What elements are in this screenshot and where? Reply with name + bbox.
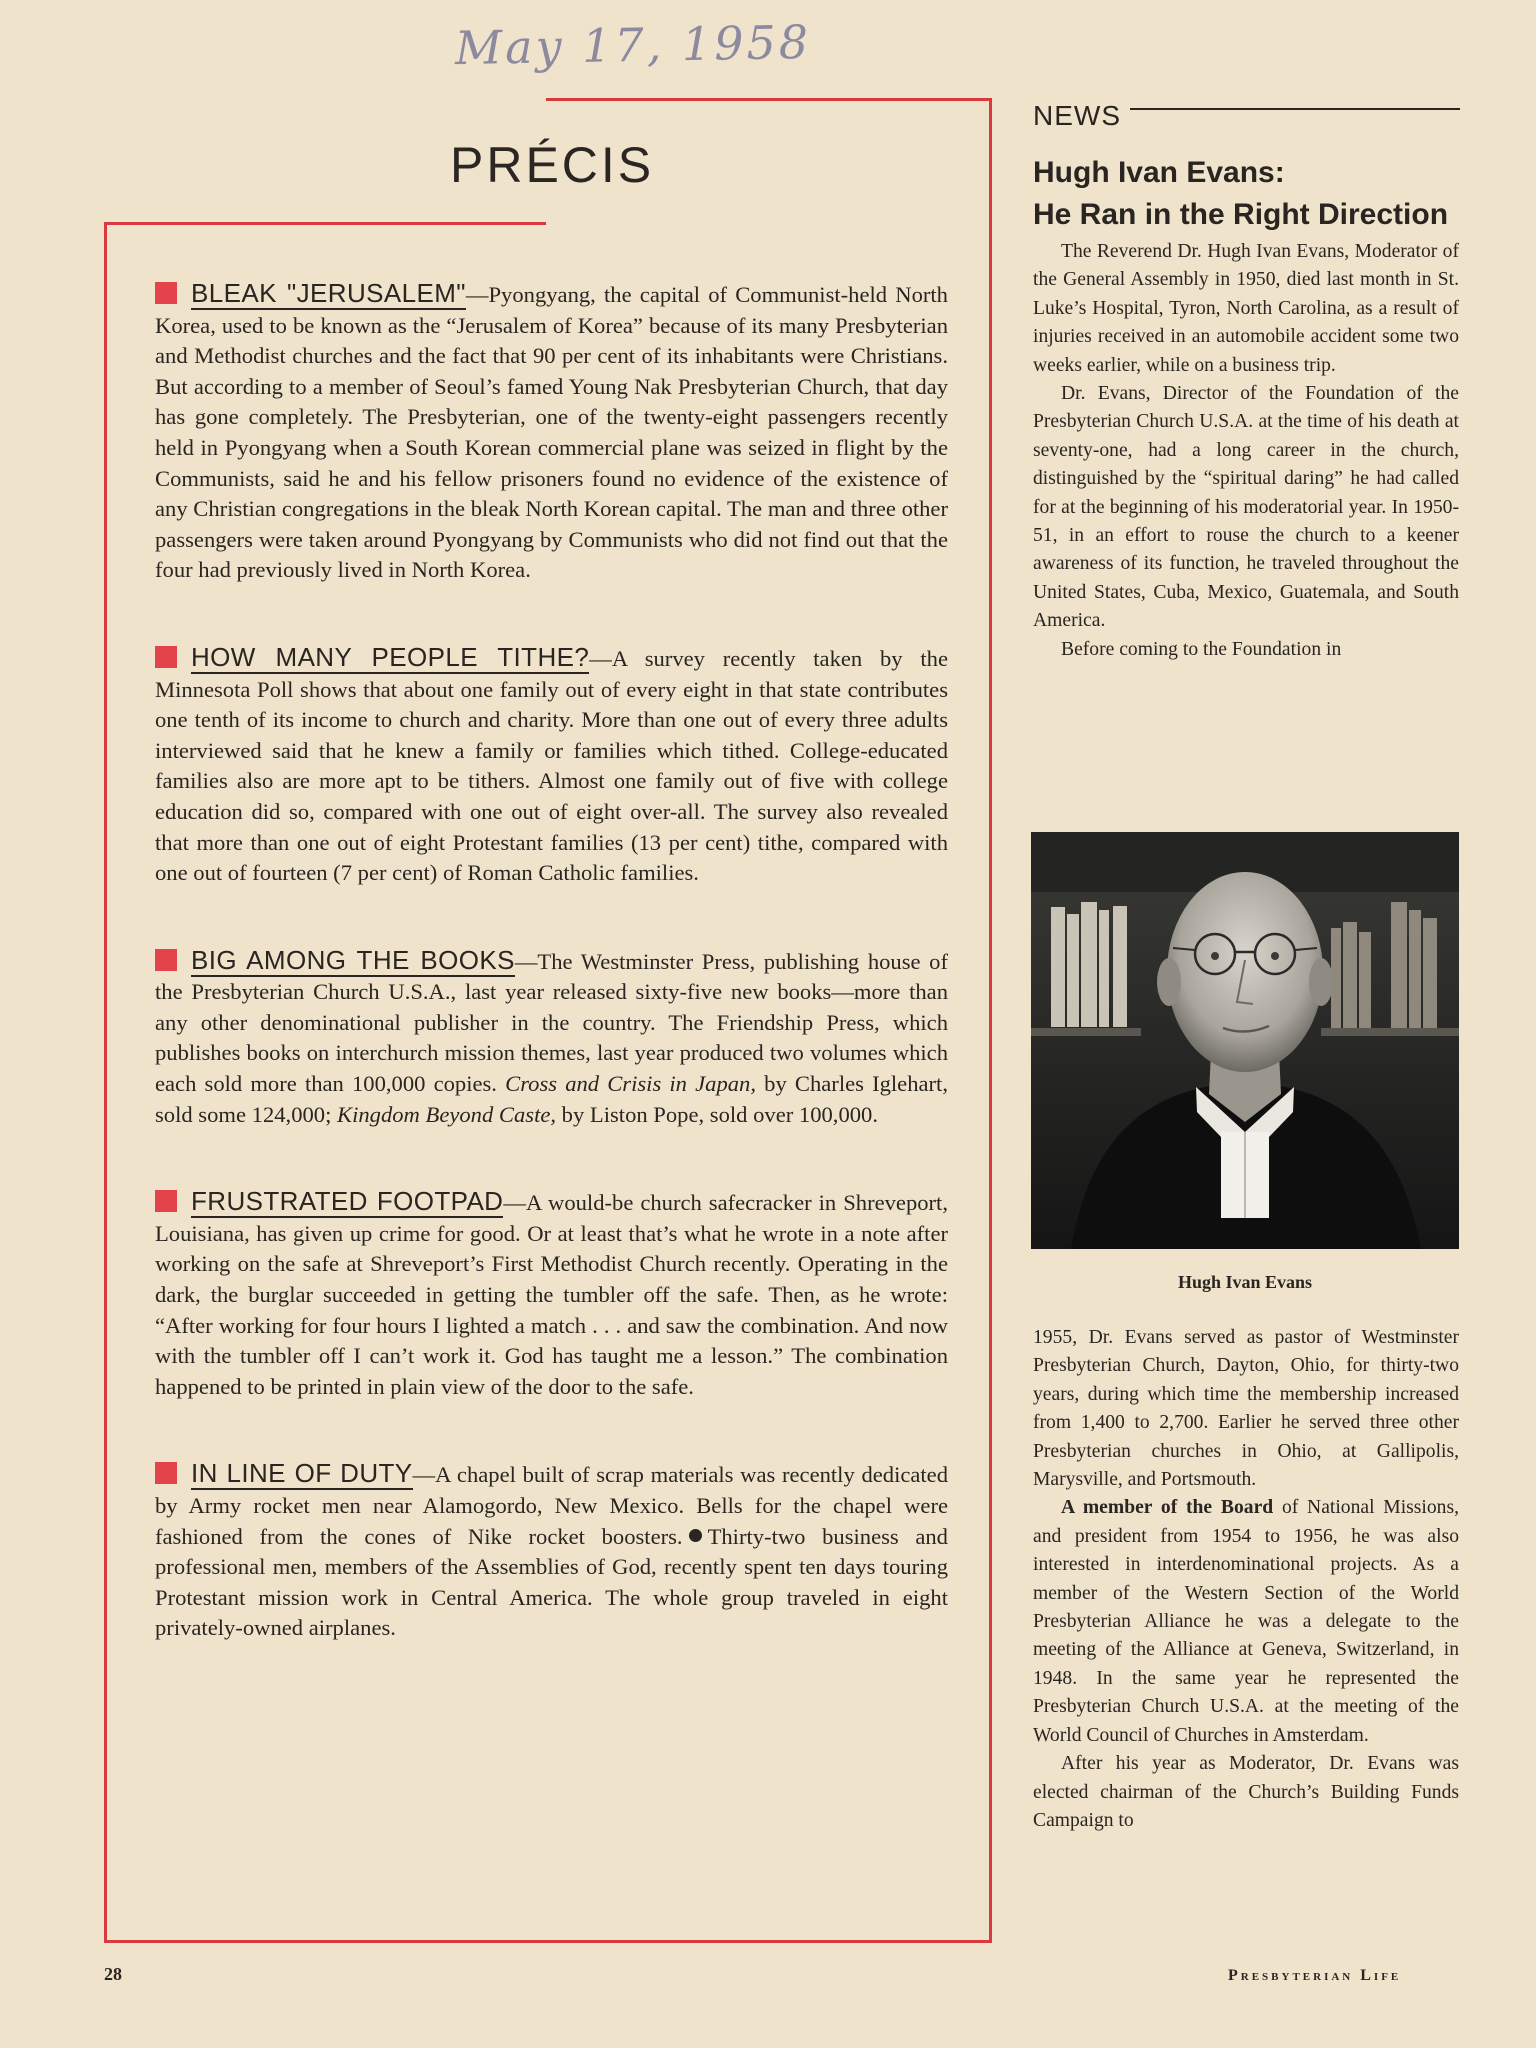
book-title-japan: Cross and Crisis in Japan, (505, 1071, 756, 1097)
paragraph-lead: A member of the Board (1061, 1497, 1274, 1519)
item-text: —The Westminster Press, publishing house of the Presbyterian Church U.S.A., last year released sixty-five new books—more than any other denominational publisher in the country. The Friendship Press, which publishes books on interchurch mission themes, last year produced two volumes which each sold more than 100,000 copies. (155, 948, 948, 1097)
precis-item-tithe (155, 641, 948, 889)
item-text-2: Thirty-two business and professional men, members of the Assemblies of God, recently spent ten days touring Protestant mission work in Central America. The whole group traveled in eight privately-owned airplanes. (155, 1523, 948, 1641)
bullet-dot-icon (689, 1529, 702, 1542)
item-heading: HOW MANY PEOPLE TITHE? (191, 641, 590, 672)
item-text: —A would-be church safecracker in Shreveport, Louisiana, has given up crime for good. Or at least that’s what he wrote in a note after working on the safe at Shreveport’s First Methodist Church recently. Operating in the dark, the burglar succeeded in getting the tumbler off the safe. Then, as he wrote: “After working for four hours I lighted a match . . . and saw the combination. And now with the tumbler off I can’t work it. God has taught me a lesson.” The combination happened to be printed in plain view of the door to the safe. (155, 1190, 948, 1399)
magazine-name: Presbyterian Life (1228, 1967, 1402, 1984)
precis-item-footpad (155, 1188, 948, 1402)
precis-frame-bottom (104, 1940, 992, 1943)
item-heading: IN LINE OF DUTY (191, 1458, 413, 1489)
news-section-label: NEWS (1033, 100, 1121, 131)
handwritten-date: May 17, 1958 (454, 14, 812, 76)
portrait-illustration (1031, 832, 1459, 1249)
precis-frame-right (989, 98, 992, 1943)
news-rule (1130, 108, 1460, 110)
photo-caption: Hugh Ivan Evans (1177, 1272, 1313, 1292)
item-heading: BLEAK "JERUSALEM" (191, 278, 466, 308)
item-text: —A survey recently taken by the Minnesota Poll shows that about one family out of every eight in that state contributes one tenth of its income to church and charity. More than one out of every three adults interviewed said that he knew a family or families which tithed. College-educated families also are more apt to be tithers. Almost one family out of five with college education did so, compared with one out of eight over-all. The survey also revealed that more than one out of eight Protestant families (13 per cent) tithe, compared with one out of fourteen (7 per cent) of Roman Catholic families. (155, 645, 948, 886)
news-paragraph: 1955, Dr. Evans served as pastor of Westminster Presbyterian Church, Dayton, Ohio, for thirty-two years, during which time the membership increased from 1,400 to 2,700. Earlier he served three other Presbyterian churches in Ohio, at Gallipolis, Marysville, and Portsmouth. (1033, 1327, 1459, 1491)
item-heading: FRUSTRATED FOOTPAD (191, 1186, 504, 1217)
red-square-icon (155, 646, 177, 668)
precis-frame-top-right (546, 98, 992, 101)
news-paragraph: Dr. Evans, Director of the Foundation of the Presbyterian Church U.S.A. at the time of his death at seventy-one, had a long career in the church, distinguished by the “spiritual daring” he had called for at the beginning of his moderatorial year. In 1950-51, in an effort to rouse the church to a keener awareness of its function, he traveled throughout the United States, Cuba, Mexico, Guatemala, and South America. (1033, 383, 1459, 632)
precis-item-jerusalem (155, 280, 948, 586)
item-heading: BIG AMONG THE BOOKS (191, 944, 515, 975)
item-text: —Pyongyang, the capital of Communist-held North Korea, used to be known as the “Jerusalem of Korea” because of its many Presbyterian and Methodist churches and the fact that 90 per cent of its inhabitants were Christians. But according to a member of Seoul’s famed Young Nak Presbyterian Church, that day has gone completely. The Presbyterian, one of the twenty-eight passengers recently held in Pyongyang when a South Korean commercial plane was seized in flight by the Communists, said he and his fellow prisoners found no evidence of the existence of any Christian congregations in the bleak North Korean capital. The man and three other passengers were taken around Pyongyang by Communists who did not find out that the four had previously lived in North Korea. (155, 282, 948, 583)
item-text-2: by Charles Iglehart, sold some 124,000; (155, 1071, 948, 1127)
news-paragraph: After his year as Moderator, Dr. Evans was elected chairman of the Church’s Building Funds Campaign to (1033, 1753, 1459, 1831)
red-square-icon (155, 1190, 177, 1212)
precis-body (155, 280, 948, 1644)
red-square-icon (155, 949, 177, 971)
item-text-3: by Liston Pope, sold over 100,000. (556, 1101, 878, 1127)
portrait-photo (1031, 832, 1459, 1249)
page-number: 28 (104, 1964, 122, 1984)
news-paragraph: A member of the Board of National Missions, and president from 1954 to 1956, he was also interested in interdenominational projects. As a member of the Western Section of the World Presbyterian Alliance he was a delegate to the meeting of the Alliance at Geneva, Switzerland, in 1948. In the same year he represented the Presbyterian Church U.S.A. at the meeting of the World Council of Churches in Amsterdam. (1033, 1497, 1459, 1746)
book-title-caste: Kingdom Beyond Caste, (337, 1101, 557, 1127)
precis-frame-left (104, 222, 107, 1943)
red-square-icon (155, 282, 177, 304)
item-text: —A chapel built of scrap materials was recently dedicated by Army rocket men near Alamogordo, New Mexico. Bells for the chapel were fashioned from the cones of Nike rocket boosters. (155, 1462, 949, 1549)
news-headline: Hugh Ivan Evans: He Ran in the Right Direction (1033, 156, 1449, 231)
news-paragraph: The Reverend Dr. Hugh Ivan Evans, Moderator of the General Assembly in 1950, died last month in St. Luke’s Hospital, Tyron, North Carolina, as a result of injuries received in an automobile accident some two weeks earlier, while on a business trip. (1033, 241, 1459, 376)
precis-item-books (155, 944, 948, 1131)
news-article-top (1033, 238, 1459, 664)
red-square-icon (155, 1462, 177, 1484)
precis-title: PRÉCIS (450, 137, 655, 193)
news-paragraph: Before coming to the Foundation in (1061, 638, 1342, 660)
precis-item-duty (155, 1460, 948, 1644)
precis-frame-top-left (104, 222, 546, 225)
news-article-bottom (1033, 1324, 1459, 1835)
